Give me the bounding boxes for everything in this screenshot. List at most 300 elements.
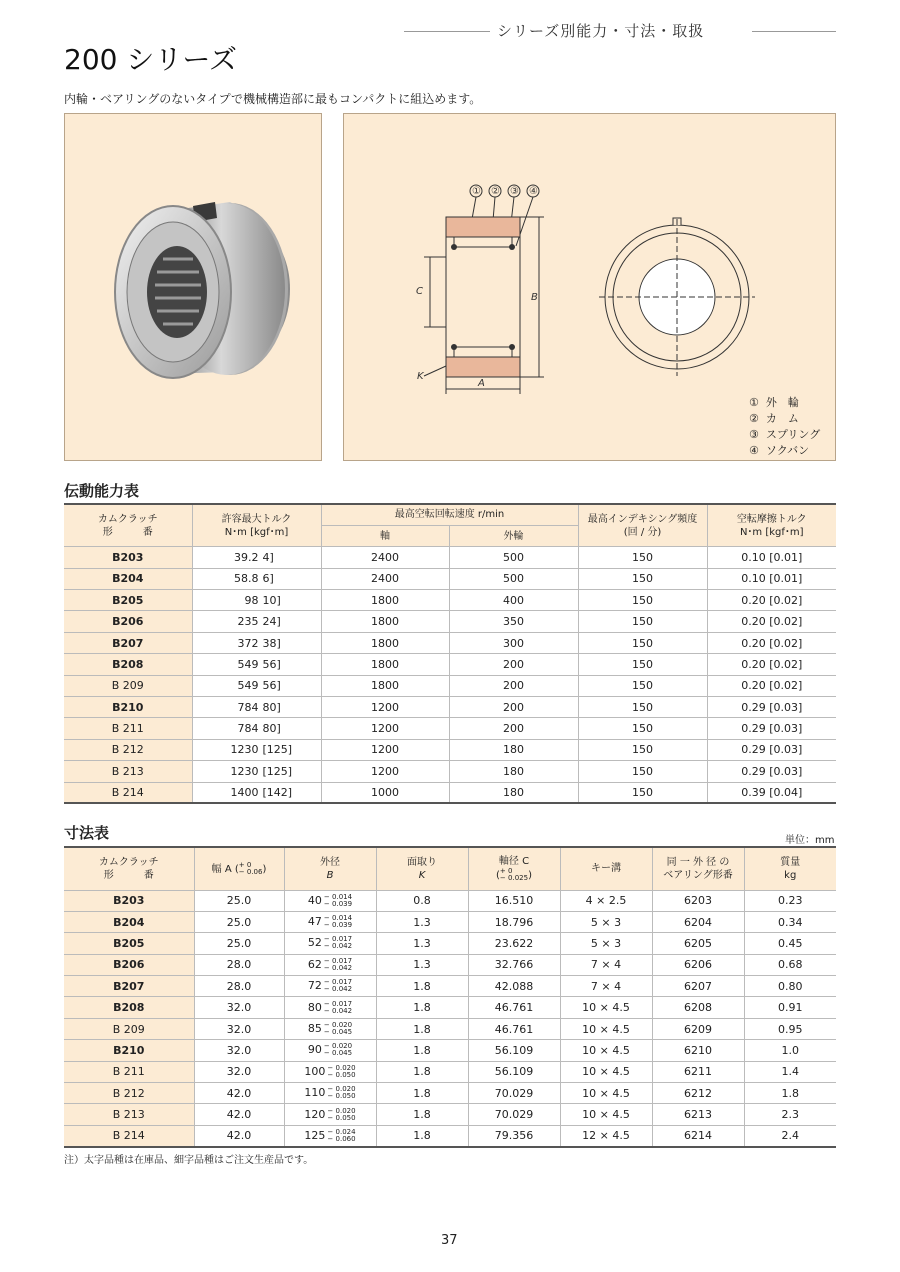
outer-cell: 180 [449, 761, 578, 782]
model-cell: B 211 [64, 1061, 194, 1082]
model-cell: B207 [64, 632, 192, 653]
drag-cell: 0.10 [0.01] [707, 568, 836, 589]
od-tol-lower: − 0.042 [323, 1006, 353, 1015]
header-keyway: キー溝 [560, 847, 652, 890]
bearing-cell: 6212 [652, 1083, 744, 1104]
od-tolerance [327, 1065, 355, 1079]
torque-kgf-value: 38] [262, 636, 281, 650]
mass-cell: 0.80 [744, 976, 836, 997]
model-cell: B205 [64, 590, 192, 611]
shaft-cell: 2400 [321, 568, 449, 589]
shaft-cell: 79.356 [468, 1125, 560, 1146]
width-cell: 25.0 [194, 911, 284, 932]
table-row [64, 718, 836, 739]
table-row [64, 997, 836, 1018]
table-row [64, 1125, 836, 1146]
table-row [64, 911, 836, 932]
width-cell: 42.0 [194, 1125, 284, 1146]
dimension-table [64, 846, 836, 1148]
drag-cell: 0.29 [0.03] [707, 697, 836, 718]
product-photo-panel [64, 113, 322, 461]
shaft-cell: 18.796 [468, 911, 560, 932]
outer-diameter-cell [284, 1083, 376, 1104]
od-tol-upper: − 0.014 [323, 892, 353, 901]
shaft-cell: 23.622 [468, 933, 560, 954]
od-value: 90 [307, 1043, 322, 1057]
indexing-cell: 150 [578, 654, 707, 675]
drag-cell: 0.20 [0.02] [707, 654, 836, 675]
bearing-cell: 6206 [652, 954, 744, 975]
torque-cell [192, 782, 321, 803]
torque-cell [192, 654, 321, 675]
bearing-cell: 6208 [652, 997, 744, 1018]
torque-cell [192, 761, 321, 782]
table-row [64, 697, 836, 718]
clutch-photo [65, 114, 323, 462]
header-speed-shaft: 軸 [321, 525, 449, 546]
shaft-cell: 46.761 [468, 1018, 560, 1039]
table-row [64, 1040, 836, 1061]
torque-cell [192, 697, 321, 718]
od-tolerance [327, 1108, 355, 1122]
header-outer-diameter: 外径 B [284, 847, 376, 890]
torque-kgf-value: 56] [262, 679, 281, 693]
mass-cell: 0.95 [744, 1018, 836, 1039]
mass-cell: 2.4 [744, 1125, 836, 1146]
od-tol-lower: − 0.050 [327, 1070, 356, 1079]
shaft-cell: 1200 [321, 697, 449, 718]
torque-kgf-value: 80] [262, 700, 281, 714]
model-cell: B207 [64, 976, 194, 997]
torque-kgf-value: 80] [262, 722, 281, 736]
mass-cell: 1.4 [744, 1061, 836, 1082]
torque-value: 549 [237, 657, 259, 671]
torque-kgf-value: 56] [262, 657, 281, 671]
torque-value: 235 [237, 615, 259, 629]
shaft-cell: 1800 [321, 611, 449, 632]
table-row [64, 976, 836, 997]
width-cell: 25.0 [194, 933, 284, 954]
shaft-cell: 32.766 [468, 954, 560, 975]
outer-cell: 200 [449, 675, 578, 696]
od-tol-lower: − 0.050 [327, 1113, 356, 1122]
dim-label-b: B [531, 292, 538, 303]
outer-diameter-cell [284, 1040, 376, 1061]
drag-cell: 0.20 [0.02] [707, 611, 836, 632]
od-tolerance [324, 915, 352, 929]
shaft-cell: 2400 [321, 547, 449, 568]
width-cell: 32.0 [194, 997, 284, 1018]
table-row [64, 590, 836, 611]
od-tolerance [327, 1129, 355, 1143]
outer-cell: 200 [449, 654, 578, 675]
footnote: 注）太字品種は在庫品、細字品種はご注文生産品です。 [64, 1155, 314, 1166]
model-cell: B210 [64, 697, 192, 718]
width-cell: 32.0 [194, 1061, 284, 1082]
shaft-cell: 42.088 [468, 976, 560, 997]
capacity-table [64, 503, 836, 804]
table-row [64, 547, 836, 568]
unit-label: 単位：mm [785, 835, 835, 846]
dim-label-a: A [478, 378, 485, 389]
od-tol-upper: − 0.024 [327, 1127, 356, 1136]
chamfer-cell: 1.3 [376, 954, 468, 975]
indexing-cell: 150 [578, 547, 707, 568]
shaft-cell: 1800 [321, 632, 449, 653]
torque-cell [192, 547, 321, 568]
torque-cell [192, 590, 321, 611]
keyway-cell: 5 × 3 [560, 911, 652, 932]
table-row [64, 675, 836, 696]
outer-diameter-cell [284, 890, 376, 911]
model-cell: B204 [64, 911, 194, 932]
capacity-table-body [64, 547, 836, 804]
model-cell: B 214 [64, 782, 192, 803]
torque-kgf-value: [125] [262, 743, 293, 757]
bearing-cell: 6203 [652, 890, 744, 911]
keyway-cell: 4 × 2.5 [560, 890, 652, 911]
chamfer-cell: 1.8 [376, 1040, 468, 1061]
keyway-cell: 12 × 4.5 [560, 1125, 652, 1146]
indexing-cell: 150 [578, 611, 707, 632]
chamfer-cell: 1.8 [376, 1018, 468, 1039]
diagram-panel [343, 113, 836, 461]
od-tol-upper: − 0.017 [323, 978, 353, 987]
outer-cell: 200 [449, 718, 578, 739]
torque-value: 39.2 [234, 550, 259, 564]
model-cell: B 213 [64, 1104, 194, 1125]
torque-value: 1230 [230, 764, 259, 778]
outer-diameter-cell [284, 1061, 376, 1082]
drag-cell: 0.29 [0.03] [707, 761, 836, 782]
mass-cell: 1.0 [744, 1040, 836, 1061]
page-number: 37 [441, 1233, 458, 1248]
od-tolerance [324, 1043, 352, 1057]
legend-side-plate: ④ ソクバン [749, 444, 810, 457]
mass-cell: 0.45 [744, 933, 836, 954]
outer-cell: 200 [449, 697, 578, 718]
od-value: 52 [307, 936, 322, 950]
shaft-cell: 56.109 [468, 1061, 560, 1082]
od-tol-upper: − 0.014 [323, 914, 353, 923]
bearing-cell: 6210 [652, 1040, 744, 1061]
header-drag-torque: 空転摩擦トルク N･m [kgf･m] [707, 504, 836, 547]
callout-3: ③ [510, 186, 519, 197]
dim-label-c: C [416, 286, 423, 297]
torque-cell [192, 739, 321, 760]
keyway-cell: 5 × 3 [560, 933, 652, 954]
od-tolerance [327, 1086, 355, 1100]
torque-kgf-value: 10] [262, 593, 281, 607]
model-cell: B 212 [64, 1083, 194, 1104]
width-cell: 32.0 [194, 1040, 284, 1061]
chamfer-cell: 1.3 [376, 911, 468, 932]
bearing-cell: 6207 [652, 976, 744, 997]
torque-value: 58.8 [234, 572, 259, 586]
chamfer-cell: 0.8 [376, 890, 468, 911]
outer-diameter-cell [284, 1018, 376, 1039]
chamfer-cell: 1.8 [376, 997, 468, 1018]
legend-cam: ② カ ム [749, 412, 799, 425]
header-model: カムクラッチ 形 番 [64, 847, 194, 890]
outer-cell: 350 [449, 611, 578, 632]
header-max-torque: 許容最大トルク N･m [kgf･m] [192, 504, 321, 547]
model-cell: B 211 [64, 718, 192, 739]
torque-kgf-value: 6] [262, 572, 274, 586]
legend-spring: ③ スプリング [749, 428, 821, 441]
header-rule-right [752, 31, 836, 32]
chamfer-cell: 1.8 [376, 976, 468, 997]
table-row [64, 632, 836, 653]
od-tol-upper: − 0.020 [327, 1106, 356, 1115]
dimension-table-body [64, 890, 836, 1147]
shaft-cell: 1200 [321, 718, 449, 739]
page-title: 200 シリーズ [64, 43, 237, 76]
od-tol-lower: − 0.042 [323, 985, 353, 994]
callout-1: ① [472, 186, 481, 197]
shaft-cell: 70.029 [468, 1104, 560, 1125]
torque-kgf-value: [142] [262, 786, 293, 800]
torque-kgf-value: [125] [262, 764, 293, 778]
header-bearing: 同 一 外 径 の ベアリング形番 [652, 847, 744, 890]
shaft-cell: 1800 [321, 654, 449, 675]
model-cell: B 209 [64, 1018, 194, 1039]
outer-cell: 400 [449, 590, 578, 611]
width-cell: 28.0 [194, 954, 284, 975]
torque-kgf-value: 24] [262, 615, 281, 629]
table-row [64, 1018, 836, 1039]
shaft-cell: 70.029 [468, 1083, 560, 1104]
table-row [64, 761, 836, 782]
od-value: 80 [307, 1000, 322, 1014]
header-width: 幅 A (+ 0 − 0.06) [194, 847, 284, 890]
od-value: 62 [307, 957, 322, 971]
bearing-cell: 6205 [652, 933, 744, 954]
torque-value: 1400 [230, 786, 259, 800]
table-row [64, 568, 836, 589]
shaft-cell: 1200 [321, 739, 449, 760]
width-cell: 42.0 [194, 1104, 284, 1125]
torque-cell [192, 675, 321, 696]
drag-cell: 0.20 [0.02] [707, 632, 836, 653]
drag-cell: 0.20 [0.02] [707, 590, 836, 611]
bearing-cell: 6213 [652, 1104, 744, 1125]
torque-value: 549 [237, 679, 259, 693]
callout-4: ④ [529, 186, 538, 197]
width-cell: 42.0 [194, 1083, 284, 1104]
torque-value: 784 [237, 700, 259, 714]
outer-cell: 500 [449, 568, 578, 589]
od-tol-lower: − 0.045 [323, 1049, 353, 1058]
keyway-cell: 10 × 4.5 [560, 1104, 652, 1125]
drag-cell: 0.39 [0.04] [707, 782, 836, 803]
width-cell: 32.0 [194, 1018, 284, 1039]
od-value: 40 [307, 893, 322, 907]
model-cell: B 213 [64, 761, 192, 782]
keyway-cell: 7 × 4 [560, 976, 652, 997]
drag-cell: 0.29 [0.03] [707, 739, 836, 760]
torque-value: 784 [237, 722, 259, 736]
shaft-cell: 1200 [321, 761, 449, 782]
indexing-cell: 150 [578, 590, 707, 611]
shaft-cell: 16.510 [468, 890, 560, 911]
torque-cell [192, 718, 321, 739]
keyway-cell: 10 × 4.5 [560, 1083, 652, 1104]
od-value: 72 [307, 979, 322, 993]
shaft-cell: 1800 [321, 675, 449, 696]
torque-value: 98 [244, 593, 259, 607]
indexing-cell: 150 [578, 697, 707, 718]
od-tol-upper: − 0.020 [327, 1085, 356, 1094]
width-cell: 25.0 [194, 890, 284, 911]
od-tol-upper: − 0.017 [323, 935, 353, 944]
chamfer-cell: 1.3 [376, 933, 468, 954]
table-row [64, 1104, 836, 1125]
header-rule-left [404, 31, 490, 32]
torque-cell [192, 611, 321, 632]
outer-diameter-cell [284, 1125, 376, 1146]
od-tol-upper: − 0.017 [323, 999, 353, 1008]
od-value: 47 [307, 915, 322, 929]
outer-diameter-cell [284, 954, 376, 975]
model-cell: B 214 [64, 1125, 194, 1146]
drag-cell: 0.20 [0.02] [707, 675, 836, 696]
od-tolerance [324, 1001, 352, 1015]
torque-cell [192, 632, 321, 653]
model-cell: B206 [64, 954, 194, 975]
bearing-cell: 6214 [652, 1125, 744, 1146]
model-cell: B205 [64, 933, 194, 954]
mass-cell: 1.8 [744, 1083, 836, 1104]
indexing-cell: 150 [578, 739, 707, 760]
od-value: 100 [304, 1064, 326, 1078]
keyway-cell: 10 × 4.5 [560, 1061, 652, 1082]
od-tolerance [324, 894, 352, 908]
model-cell: B 209 [64, 675, 192, 696]
mass-cell: 0.91 [744, 997, 836, 1018]
model-cell: B203 [64, 890, 194, 911]
model-cell: B208 [64, 654, 192, 675]
header-max-speed: 最高空転回転速度 r/min [321, 504, 578, 525]
shaft-cell: 1800 [321, 590, 449, 611]
torque-value: 372 [237, 636, 259, 650]
chamfer-cell: 1.8 [376, 1083, 468, 1104]
mass-cell: 2.3 [744, 1104, 836, 1125]
od-value: 85 [307, 1022, 322, 1036]
outer-cell: 180 [449, 782, 578, 803]
keyway-cell: 10 × 4.5 [560, 997, 652, 1018]
header-indexing: 最高インデキシング頻度 (回 / 分) [578, 504, 707, 547]
od-tolerance [324, 958, 352, 972]
width-cell: 28.0 [194, 976, 284, 997]
shaft-cell: 46.761 [468, 997, 560, 1018]
od-tolerance [324, 1022, 352, 1036]
od-tol-lower: − 0.042 [323, 942, 353, 951]
od-tol-lower: − 0.050 [327, 1092, 356, 1101]
indexing-cell: 150 [578, 568, 707, 589]
capacity-table-title: 伝動能力表 [64, 482, 140, 500]
drag-cell: 0.29 [0.03] [707, 718, 836, 739]
indexing-cell: 150 [578, 782, 707, 803]
od-tol-upper: − 0.020 [327, 1063, 356, 1072]
header-shaft-diameter: 軸径 C (+ 0 − 0.025) [468, 847, 560, 890]
indexing-cell: 150 [578, 761, 707, 782]
table-row [64, 782, 836, 803]
legend-outer-ring: ① 外 輪 [749, 396, 799, 409]
od-tol-lower: − 0.039 [323, 899, 353, 908]
chamfer-cell: 1.8 [376, 1061, 468, 1082]
header-chamfer: 面取り K [376, 847, 468, 890]
dimension-table-title: 寸法表 [64, 824, 110, 842]
outer-diameter-cell [284, 1104, 376, 1125]
header-model: カムクラッチ 形 番 [64, 504, 192, 547]
chamfer-cell: 1.8 [376, 1125, 468, 1146]
outer-cell: 500 [449, 547, 578, 568]
table-row [64, 954, 836, 975]
table-row [64, 611, 836, 632]
mass-cell: 0.34 [744, 911, 836, 932]
outer-diameter-cell [284, 933, 376, 954]
table-row [64, 890, 836, 911]
keyway-cell: 10 × 4.5 [560, 1040, 652, 1061]
outer-diameter-cell [284, 911, 376, 932]
od-tolerance [324, 936, 352, 950]
chamfer-cell: 1.8 [376, 1104, 468, 1125]
indexing-cell: 150 [578, 632, 707, 653]
model-cell: B208 [64, 997, 194, 1018]
indexing-cell: 150 [578, 675, 707, 696]
bearing-cell: 6209 [652, 1018, 744, 1039]
od-tol-lower: − 0.060 [327, 1134, 356, 1143]
od-value: 120 [304, 1107, 326, 1121]
outer-cell: 180 [449, 739, 578, 760]
torque-cell [192, 568, 321, 589]
mass-cell: 0.23 [744, 890, 836, 911]
outer-cell: 300 [449, 632, 578, 653]
outer-diameter-cell [284, 997, 376, 1018]
od-value: 125 [304, 1128, 326, 1142]
callout-2: ② [491, 186, 500, 197]
od-value: 110 [304, 1086, 326, 1100]
table-row [64, 933, 836, 954]
drag-cell: 0.10 [0.01] [707, 547, 836, 568]
shaft-cell: 56.109 [468, 1040, 560, 1061]
section-title: シリーズ別能力・寸法・取扱 [497, 22, 705, 40]
keyway-cell: 7 × 4 [560, 954, 652, 975]
model-cell: B204 [64, 568, 192, 589]
table-row [64, 1061, 836, 1082]
torque-value: 1230 [230, 743, 259, 757]
torque-kgf-value: 4] [262, 550, 274, 564]
od-tol-lower: − 0.039 [323, 921, 353, 930]
model-cell: B210 [64, 1040, 194, 1061]
od-tol-upper: − 0.020 [323, 1042, 353, 1051]
od-tol-lower: − 0.045 [323, 1028, 353, 1037]
dim-label-k: K [417, 371, 424, 382]
header-speed-outer: 外輪 [449, 525, 578, 546]
bearing-cell: 6211 [652, 1061, 744, 1082]
table-row [64, 654, 836, 675]
shaft-cell: 1000 [321, 782, 449, 803]
keyway-cell: 10 × 4.5 [560, 1018, 652, 1039]
indexing-cell: 150 [578, 718, 707, 739]
table-row [64, 1083, 836, 1104]
od-tolerance [324, 979, 352, 993]
outer-diameter-cell [284, 976, 376, 997]
bearing-cell: 6204 [652, 911, 744, 932]
od-tol-upper: − 0.020 [323, 1021, 353, 1030]
mass-cell: 0.68 [744, 954, 836, 975]
